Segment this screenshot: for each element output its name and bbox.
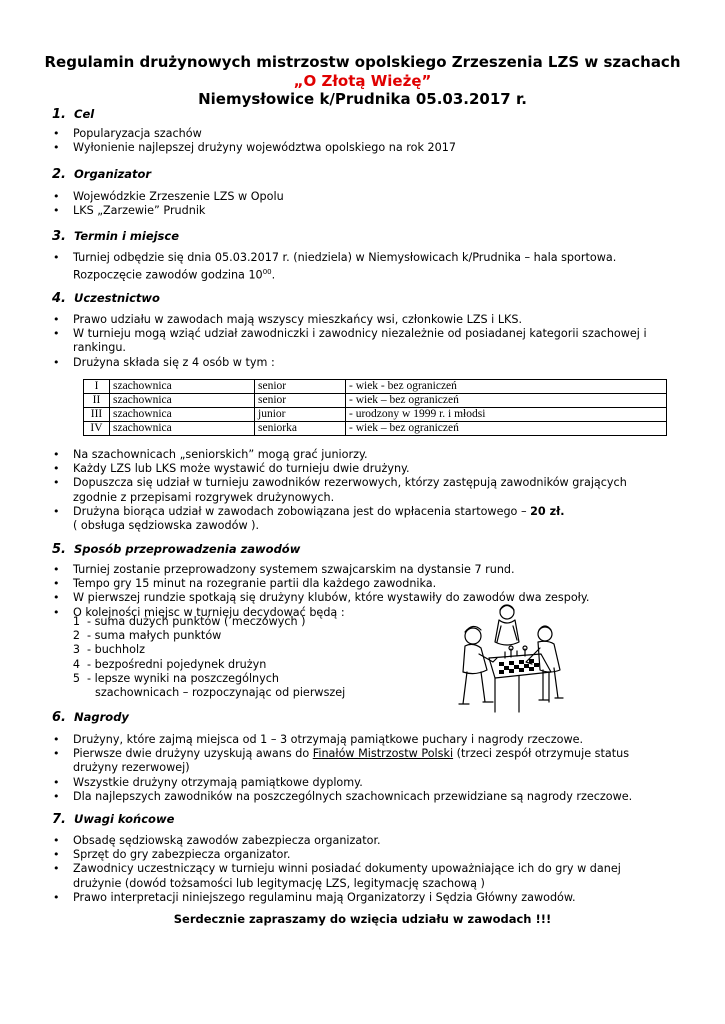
list-item: • Wszystkie drużyny otrzymają pamiątkowe dyplomy.: [52, 776, 672, 790]
table-row: I szachownica senior - wiek - bez ograniczeń: [84, 380, 667, 394]
criteria-item: 4 - bezpośredni pojedynek drużyn: [72, 657, 267, 671]
format-list: [52, 563, 672, 620]
prizes-list: [52, 733, 672, 804]
participation-list: [52, 313, 672, 370]
list-item: • Sprzęt do gry zabezpiecza organizator.: [52, 848, 672, 862]
list-item: • Turniej zostanie przeprowadzony systemem szwajcarskim na dystansie 7 rund.: [52, 563, 672, 577]
entry-fee: 20 zł.: [530, 504, 565, 518]
list-item: • W turnieju mogą wziąć udział zawodniczki i zawodnicy niezależnie od posiadanej kategorii szachowej i rankingu.: [52, 327, 672, 355]
goal-list: [52, 127, 672, 155]
date-place-list: [52, 251, 672, 283]
closing-invitation: Serdecznie zapraszamy do wzięcia udziału w zawodach !!!: [173, 912, 552, 926]
list-item: • Wojewódzkie Zrzeszenie LZS w Opolu: [52, 190, 672, 204]
tournament-name: „O Złotą Wieżę”: [293, 72, 432, 90]
list-item: • Zawodnicy uczestniczący w turnieju winni posiadać dokumenty upoważniające ich do gry w danej drużynie (dowód tożsamości lub legitymację LZS, legitymację szachową ): [52, 862, 672, 890]
list-item: • W pierwszej rundzie spotkają się drużyny klubów, które wystawiły do zawodów dwa zespoły.: [52, 591, 672, 605]
list-item: • Dla najlepszych zawodników na poszczególnych szachownicach przewidziane są nagrody rzeczowe.: [52, 790, 672, 804]
final-remarks-list: [52, 834, 672, 905]
list-item: • Turniej odbędzie się dnia 05.03.2017 r. (niedziela) w Niemysłowicach k/Prudnika – hala sportowa. Rozpoczęcie zawodów godzina $10^{00}$.: [52, 251, 672, 283]
list-item: • Drużyna składa się z 4 osób w tym :: [52, 356, 672, 370]
criteria-item: 2 - suma małych punktów: [72, 629, 222, 643]
section-heading-format: 5. Sposób przeprowadzenia zawodów: [52, 542, 301, 557]
section-heading-goal: 1. Cel: [52, 107, 95, 122]
section-heading-organizer: 2. Organizator: [52, 167, 152, 182]
section-heading-participation: 4. Uczestnictwo: [52, 291, 160, 306]
criteria-item: 3 - buchholz: [72, 643, 145, 657]
list-item: • LKS „Zarzewie” Prudnik: [52, 204, 672, 218]
finals-link[interactable]: Finałów Mistrzostw Polski: [312, 747, 454, 761]
list-item: • Popularyzacja szachów: [52, 127, 672, 141]
list-item: • Wyłonienie najlepszej drużyny województwa opolskiego na rok 2017: [52, 141, 672, 155]
list-item: • Prawo udziału w zawodach mają wszyscy mieszkańcy wsi, członkowie LZS i LKS.: [52, 313, 672, 327]
criteria-item: 1 - suma dużych punktów ( meczowych ): [72, 615, 306, 628]
list-item: • Drużyny, które zajmą miejsca od 1 – 3 otrzymają pamiątkowe puchary i nagrody rzeczowe.: [52, 733, 672, 747]
table-row: III szachownica junior - urodzony w 1999 r. i młodsi: [84, 408, 667, 422]
tiebreak-criteria-list: [70, 615, 390, 700]
list-item: • Na szachownicach „seniorskich” mogą grać juniorzy.: [52, 448, 672, 462]
location-date: Niemysłowice k/Prudnika 05.03.2017 r.: [198, 90, 527, 108]
list-item: • Pierwsze dwie drużyny uzyskują awans do Finałów Mistrzostw Polski (trzeci zespół otrzymuje status drużyny rezerwowej): [52, 747, 672, 775]
section-heading-date-place: 3. Termin i miejsce: [52, 229, 180, 244]
list-item: • Dopuszcza się udział w turnieju zawodników rezerwowych, którzy zastępują zawodników grających zgodnie z przepisami rozgrywek drużynowych.: [52, 476, 672, 504]
chess-players-illustration: [455, 600, 575, 722]
list-item: • O kolejności miejsc w turnieju decydować będą :: [52, 606, 672, 620]
list-item: • Każdy LZS lub LKS może wystawić do turnieju dwie drużyny.: [52, 462, 672, 476]
list-item: • Prawo interpretacji niniejszego regulaminu mają Organizatorzy i Sędzia Główny zawodów.: [52, 891, 672, 905]
list-item: • Tempo gry 15 minut na rozegranie partii dla każdego zawodnika.: [52, 577, 672, 591]
criteria-item-continuation: szachownicach – rozpoczynając od pierwszej: [95, 686, 346, 700]
team-composition-table: [83, 379, 667, 436]
participation-rules-list: [52, 448, 672, 533]
table-row: IV szachownica seniorka - wiek – bez ograniczeń: [84, 422, 667, 436]
document-title: Regulamin drużynowych mistrzostw opolskiego Zrzeszenia LZS w szachach: [44, 53, 681, 71]
list-item: • Drużyna biorąca udział w zawodach zobowiązana jest do wpłacenia startowego – 20 zł. ( obsługa sędziowska zawodów ).: [52, 505, 672, 533]
section-heading-prizes: 6. Nagrody: [52, 710, 129, 725]
organizer-list: [52, 190, 672, 218]
table-row: II szachownica senior - wiek – bez ograniczeń: [84, 394, 667, 408]
section-heading-final-remarks: 7. Uwagi końcowe: [52, 812, 175, 827]
list-item: • Obsadę sędziowską zawodów zabezpiecza organizator.: [52, 834, 672, 848]
criteria-item: 5 - lepsze wyniki na poszczególnych: [72, 671, 280, 685]
